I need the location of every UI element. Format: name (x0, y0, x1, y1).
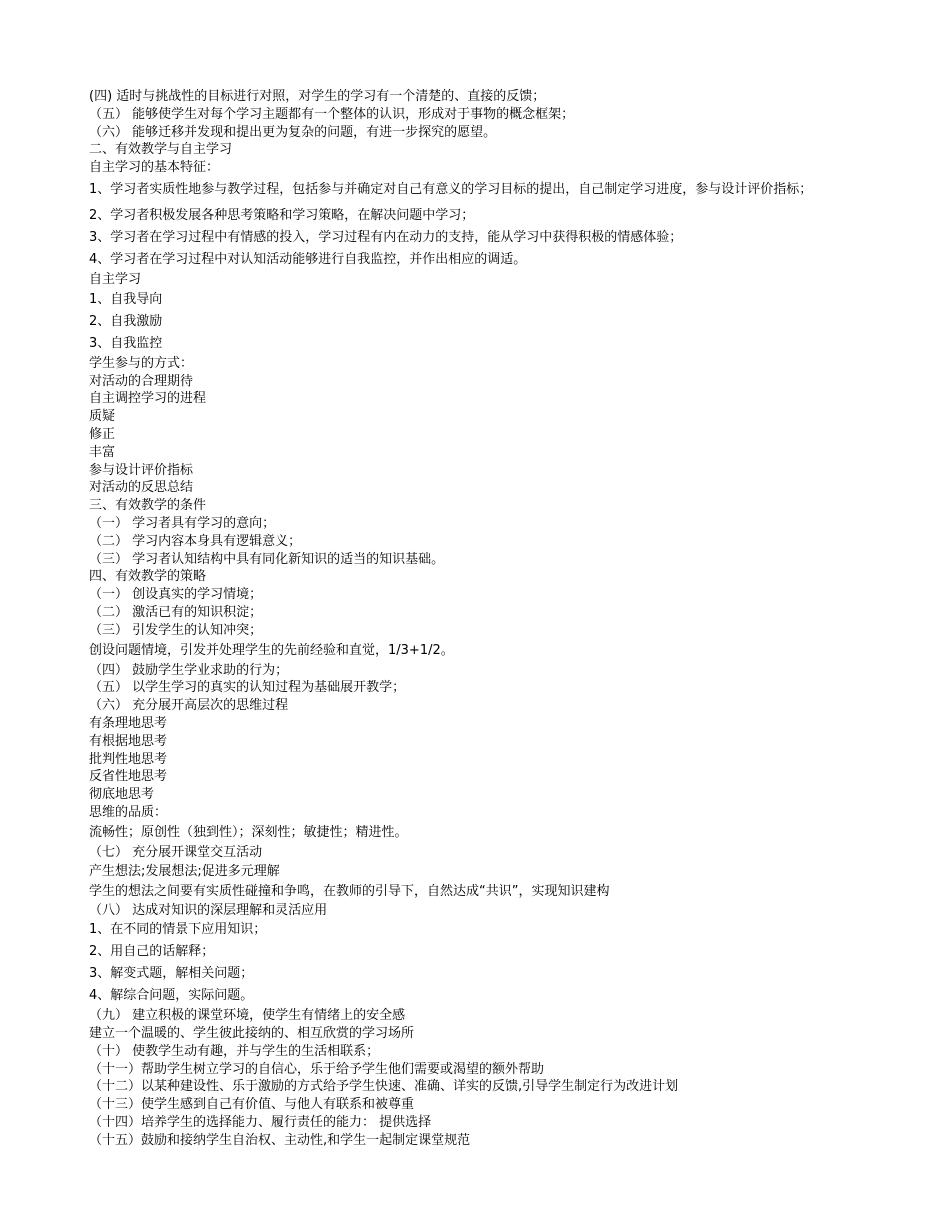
text-line: （七） 充分展开课堂交互活动 (89, 844, 263, 860)
text-line: 丰富 (89, 444, 116, 460)
text-line: （九） 建立积极的课堂环境，使学生有情绪上的安全感 (89, 1008, 406, 1024)
text-line: （六） 充分展开高层次的思维过程 (89, 698, 289, 714)
text-line: （五） 以学生学习的真实的认知过程为基础展开教学； (89, 680, 406, 696)
text-line: (四) 适时与挑战性的目标进行对照，对学生的学习有一个清楚的、直接的反馈； (89, 89, 546, 104)
text-line: （二） 学习内容本身具有逻辑意义； (89, 533, 302, 549)
text-line: 3、自我监控 (89, 335, 163, 351)
text-line: （一） 创设真实的学习情境； (89, 587, 263, 603)
text-line: 对活动的反思总结 (89, 480, 194, 496)
text-line: 学生参与的方式： (89, 355, 194, 371)
document-page (89, 88, 869, 1150)
text-line: （一） 学习者具有学习的意向； (89, 515, 276, 531)
text-line: 质疑 (89, 409, 116, 425)
text-line: （八） 达成对知识的深层理解和灵活应用 (89, 902, 328, 918)
text-line: （十四）培养学生的选择能力、履行责任的能力： 提供选择 (89, 1115, 432, 1131)
text-line: 反省性地思考 (89, 769, 168, 785)
text-line: 思维的品质： (89, 804, 168, 820)
text-line: 1、学习者实质性地参与教学过程，包括参与并确定对自己有意义的学习目标的提出，自己制定学习进度，参与设计评价指标； (89, 181, 813, 197)
text-line: 3、学习者在学习过程中有情感的投入，学习过程有内在动力的支持，能从学习中获得积极的情感体验； (89, 229, 683, 245)
text-line: （十二）以某种建设性、乐于激励的方式给予学生快速、准确、详实的反馈,引导学生制定行为改进计划 (89, 1079, 679, 1095)
text-line: 产生想法;发展想法;促进多元理解 (89, 863, 280, 879)
text-line: 参与设计评价指标 (89, 462, 194, 478)
text-line: 4、学习者在学习过程中对认知活动能够进行自我监控，并作出相应的调适。 (89, 251, 527, 267)
text-line: 4、解综合问题，实际问题。 (89, 988, 254, 1004)
text-line: 流畅性；原创性（独到性）；深刻性；敏捷性；精进性。 (89, 824, 408, 840)
section-heading: 四、有效教学的策略 (89, 569, 207, 585)
text-line: 学生的想法之间要有实质性碰撞和争鸣，在教师的引导下，自然达成“共识”，实现知识建构 (89, 883, 610, 899)
text-line: 有条理地思考 (89, 715, 168, 731)
text-line: （十） 使教学生动有趣，并与学生的生活相联系； (89, 1043, 380, 1059)
text-line: 对活动的合理期待 (89, 373, 194, 389)
text-line: （十五）鼓励和接纳学生自治权、主动性,和学生一起制定课堂规范 (89, 1132, 471, 1148)
text-line: （三） 引发学生的认知冲突； (89, 622, 263, 638)
text-line: 自主调控学习的进程 (89, 391, 207, 407)
section-heading: 三、有效教学的条件 (89, 498, 207, 514)
text-line: （二） 激活已有的知识积淀； (89, 604, 263, 620)
text-line: 彻底地思考 (89, 787, 155, 803)
text-line: 建立一个温暖的、学生彼此接纳的、相互欣赏的学习场所 (89, 1026, 415, 1042)
text-line: 自主学习 (89, 271, 142, 287)
text-line: （十三）使学生感到自己有价值、与他人有联系和被尊重 (89, 1097, 415, 1113)
text-line: 有根据地思考 (89, 733, 168, 749)
text-line: 修正 (89, 426, 116, 442)
text-line: 2、自我激励 (89, 313, 163, 329)
text-line: 自主学习的基本特征： (89, 160, 220, 176)
text-line: （三） 学习者认知结构中具有同化新知识的适当的知识基础。 (89, 551, 445, 567)
text-line: 批判性地思考 (89, 751, 168, 767)
text-line: （四） 鼓励学生学业求助的行为； (89, 662, 289, 678)
text-line: （六） 能够迁移并发现和提出更为复杂的问题，有进一步探究的愿望。 (89, 124, 497, 140)
text-line: （十一）帮助学生树立学习的自信心，乐于给予学生他们需要或渴望的额外帮助 (89, 1061, 545, 1077)
text-line: 2、学习者积极发展各种思考策略和学习策略，在解决问题中学习； (89, 207, 475, 223)
text-line: 1、在不同的情景下应用知识； (89, 922, 267, 938)
text-line: 1、自我导向 (89, 291, 163, 307)
text-line: 创设问题情境，引发并处理学生的先前经验和直觉，1/3+1/2。 (89, 642, 454, 658)
text-line: （五） 能够使学生对每个学习主题都有一个整体的认识，形成对于事物的概念框架； (89, 106, 575, 122)
text-line: 3、解变式题，解相关问题； (89, 966, 254, 982)
section-heading: 二、有效教学与自主学习 (89, 142, 233, 158)
text-line: 2、用自己的话解释； (89, 944, 215, 960)
